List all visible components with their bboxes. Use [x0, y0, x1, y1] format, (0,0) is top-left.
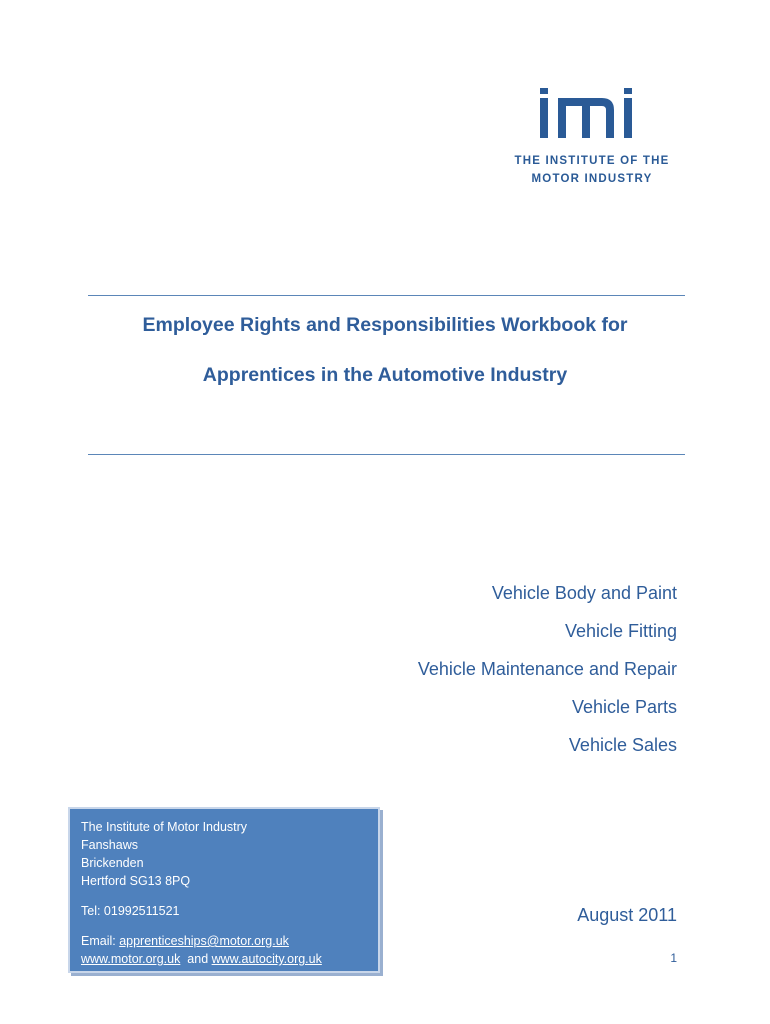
contact-organisation: The Institute of Motor Industry — [81, 820, 248, 834]
programme-item: Vehicle Parts — [571, 697, 677, 717]
programme-item: Vehicle Fitting — [564, 621, 677, 641]
programme-item: Vehicle Body and Paint — [491, 583, 677, 603]
programme-item: Vehicle Maintenance and Repair — [417, 659, 677, 679]
title-bottom-divider — [88, 454, 685, 455]
publication-date: August 2011 — [577, 905, 677, 925]
title-top-divider — [88, 295, 685, 296]
imi-logo-mark — [540, 88, 644, 140]
websites-separator: and — [180, 952, 212, 966]
contact-email-label: Email: — [81, 934, 120, 948]
logo-tagline-line2: MOTOR INDUSTRY — [531, 173, 653, 185]
logo-tagline — [500, 152, 684, 188]
contact-address-line2: Brickenden — [81, 856, 144, 870]
website-link-autocity[interactable]: www.autocity.org.uk — [211, 952, 322, 966]
logo-tagline-line1: THE INSTITUTE OF THE — [514, 155, 670, 167]
contact-info-box — [68, 807, 380, 973]
programme-list — [418, 580, 677, 770]
document-title-line2: Apprentices in the Automotive Industry — [202, 364, 568, 386]
programme-item: Vehicle Sales — [568, 735, 677, 755]
contact-email-link[interactable]: apprenticeships@motor.org.uk — [119, 934, 289, 948]
contact-email-row — [81, 932, 322, 950]
contact-address-line3: Hertford SG13 8PQ — [81, 874, 191, 888]
website-link-motor[interactable]: www.motor.org.uk — [81, 952, 181, 966]
contact-spacer — [81, 890, 322, 902]
contact-details — [81, 818, 322, 968]
contact-address-line1: Fanshaws — [81, 838, 138, 852]
page-number: 1 — [670, 951, 677, 965]
contact-spacer — [81, 920, 322, 932]
contact-websites-row — [81, 950, 322, 968]
document-title-line1: Employee Rights and Responsibilities Workbook for — [142, 314, 628, 336]
contact-tel: Tel: 01992511521 — [81, 904, 180, 918]
